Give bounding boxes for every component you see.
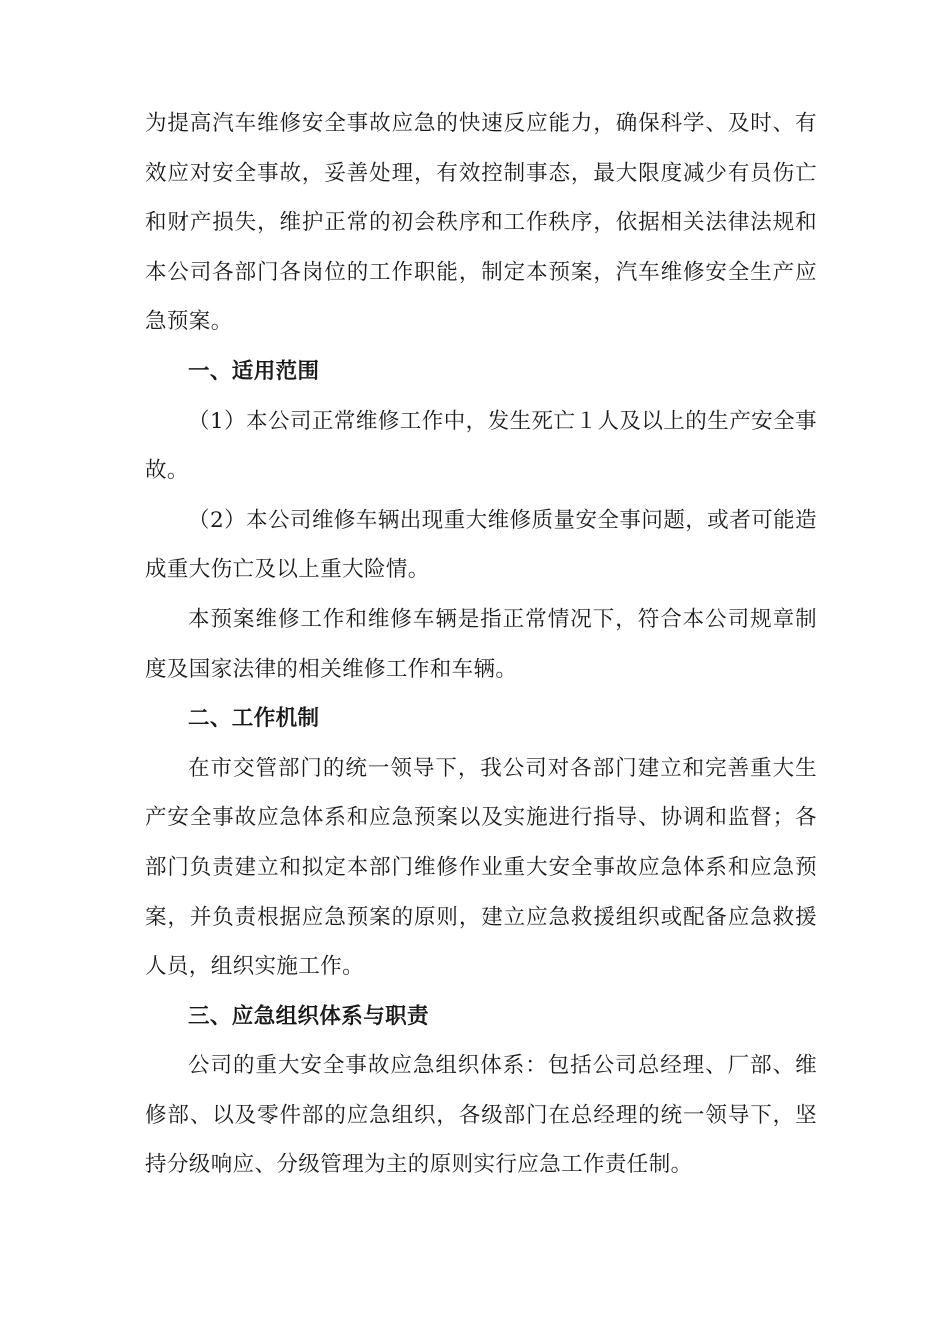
- scope-item-2: （2）本公司维修车辆出现重大维修质量安全事问题，或者可能造成重大伤亡及以上重大险情。: [145, 507, 817, 583]
- intro-paragraph: 为提高汽车维修安全事故应急的快速反应能力，确保科学、及时、有效应对安全事故，妥善处理，有效控制事态，最大限度减少有员伤亡和财产损失，维护正常的初会秩序和工作秩序，依据相关法律法规和本公司各部门各岗位的工作职能，制定本预案，汽车维修安全生产应急预案。: [145, 111, 817, 335]
- section-heading-organization: 三、应急组织体系与职责: [188, 1003, 429, 1029]
- organization-paragraph: 公司的重大安全事故应急组织体系：包括公司总经理、厂部、维修部、以及零件部的应急组织，各级部门在总经理的统一领导下，坚持分级响应、分级管理为主的原则实行应急工作责任制。: [145, 1053, 817, 1178]
- mechanism-paragraph: 在市交管部门的统一领导下，我公司对各部门建立和完善重大生产安全事故应急体系和应急预案以及实施进行指导、协调和监督；各部门负责建立和拟定本部门维修作业重大安全事故应急体系和应急预案，并负责根据应急预案的原则，建立应急救援组织或配备应急救援人员，组织实施工作。: [145, 755, 817, 980]
- section-heading-scope: 一、适用范围: [188, 358, 320, 384]
- section-heading-mechanism: 二、工作机制: [188, 706, 320, 732]
- scope-item-1: （1）本公司正常维修工作中，发生死亡１人及以上的生产安全事故。: [145, 408, 817, 484]
- scope-note-paragraph: 本预案维修工作和维修车辆是指正常情况下，符合本公司规章制度及国家法律的相关维修工作和车辆。: [145, 606, 817, 682]
- document-body: [145, 99, 817, 1190]
